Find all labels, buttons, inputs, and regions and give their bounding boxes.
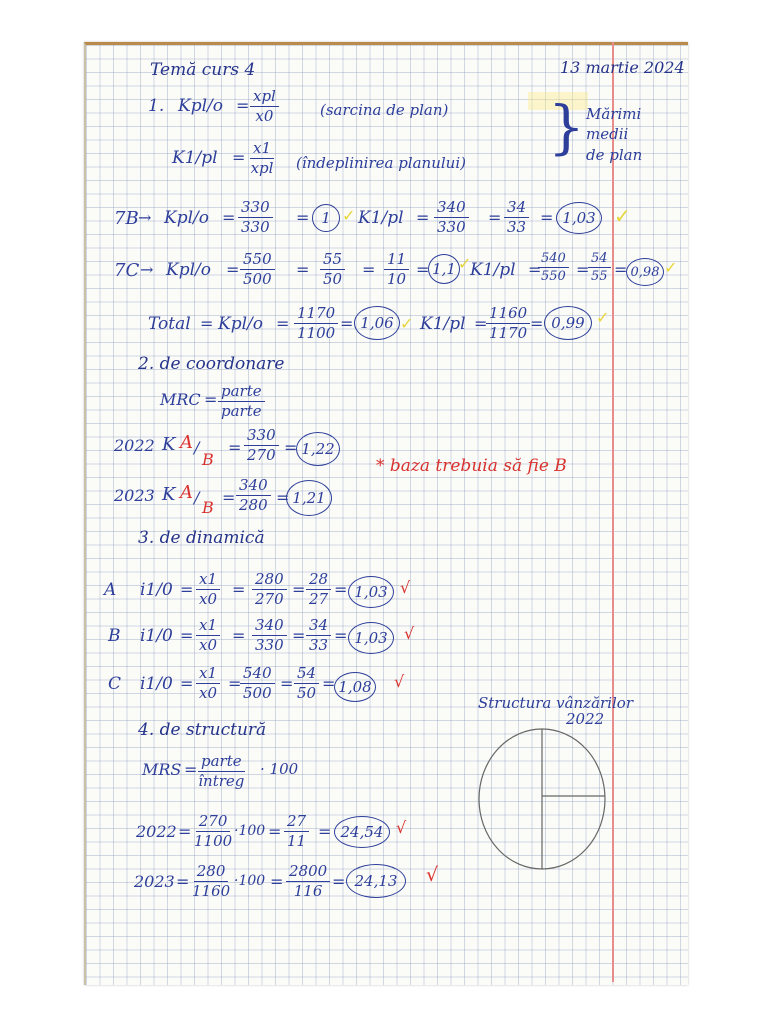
denominator: 1100 [194,832,233,850]
numerator: 540 [538,252,569,268]
denominator: 33 [507,218,527,236]
row-a-fraction-1 [252,572,287,607]
k-label-2023: K [162,484,176,505]
denominator: 280 [239,496,268,514]
row-c-letter: C [108,674,122,694]
mrc-label: MRC [160,390,201,409]
numerator: 340 [236,478,271,496]
index-label: i1/0 [140,626,173,646]
tick-icon: √ [400,578,411,597]
numerator: x1 [196,572,220,590]
numerator: 55 [320,252,345,270]
total-result-2: 0,99 [544,306,592,340]
row-c-fraction-1 [240,666,275,701]
row-c-symbolic-fraction [196,666,220,701]
numerator: 27 [284,814,309,832]
check-icon: ✓ [614,204,631,228]
mrs-fraction [198,754,245,789]
mrs-multiplier: · 100 [260,760,299,778]
mrc-fraction [218,384,265,419]
equals-sign: = [614,260,628,279]
equals-sign: = [180,626,194,645]
curly-brace: } [548,93,585,161]
total-fraction-2 [486,306,530,341]
row-a-fraction-2 [306,572,331,607]
denominator: 550 [541,269,566,284]
k-a-2023: A [180,482,193,503]
equals-sign: = [232,148,246,167]
year-2023: 2023 [114,486,155,505]
numerator: 11 [384,252,409,270]
equals-sign: = [200,314,214,333]
equals-sign: = [530,314,544,333]
section-4-heading: 4. de structură [138,720,267,740]
mrs-label: MRS [142,760,182,779]
check-icon: ✓ [458,254,472,273]
equals-sign: = [540,208,554,227]
side-note-line-3: de plan [586,145,643,164]
equals-sign: = [280,674,294,693]
tick-icon: √ [426,864,439,886]
equals-sign: = [184,760,198,779]
arrow: → [138,208,152,227]
row-b-result: 1,03 [348,622,394,654]
numerator: x1 [196,666,220,684]
denominator: 500 [243,270,272,288]
row-c-fraction-5 [588,252,611,283]
equals-sign: = [322,674,336,693]
k-b-2022: B [202,450,214,469]
denominator: întreg [198,772,245,790]
denominator: x0 [199,684,218,702]
s4-2023-result: 24,13 [346,864,406,898]
denominator: 330 [437,218,466,236]
k-real-numerator: x1 [250,141,274,159]
equals-sign: = [222,208,236,227]
numerator: 1160 [486,306,530,324]
row-c-result-1: 1,1 [428,254,460,284]
arrow: → [140,260,154,279]
k-real-label: K1/pl [172,148,218,168]
tick-icon: √ [404,624,415,643]
result-2022: 1,22 [296,432,340,466]
pie-year: 2022 [566,710,605,728]
denominator: parte [221,402,262,420]
homework-title: Temă curs 4 [150,60,256,80]
equals-sign: = [226,260,240,279]
equals-sign: = [268,822,282,841]
row-c-label: 7C [114,260,140,281]
row-b-fraction-2 [306,618,331,653]
numerator: 1170 [294,306,338,324]
row-c-fraction-2 [294,666,319,701]
k-pl-note: (sarcina de plan) [320,101,449,119]
equals-sign: = [334,580,348,599]
total-result-1: 1,06 [354,306,400,340]
k-pl-numerator: xpl [250,89,279,107]
equals-sign: = [232,626,246,645]
fraction-2023 [236,478,271,513]
denominator: 50 [297,684,317,702]
total-k-pl: Kpl/o [218,314,263,334]
pie-title: Structura vânzărilor [478,694,633,712]
pie-chart-sketch [476,726,610,872]
equals-sign: = [236,96,250,115]
row-b-label: 7B [114,208,139,229]
denominator: 33 [309,636,329,654]
row-a-symbolic-fraction [196,572,220,607]
row-b-k-real: K1/pl [358,208,404,228]
equals-sign: = [292,580,306,599]
numerator: 540 [240,666,275,684]
denominator: 27 [309,590,329,608]
equals-sign: = [176,872,190,891]
row-b-fraction-1 [252,618,287,653]
row-c-result-2: 0,98 [626,258,664,286]
row-b-letter: B [108,626,121,646]
equals-sign: = [276,314,290,333]
index-label: i1/0 [140,580,173,600]
numerator: 28 [306,572,331,590]
numerator: 34 [504,200,529,218]
row-a-result: 1,03 [348,576,394,608]
numerator: 280 [194,864,229,882]
denominator: x0 [199,636,218,654]
numerator: 270 [196,814,231,832]
denominator: x0 [199,590,218,608]
k-a-2022: A [180,432,193,453]
row-b-symbolic-fraction [196,618,220,653]
row-b-result-2: 1,03 [556,202,602,234]
side-note [586,104,666,165]
numerator: 34 [306,618,331,636]
row-c-fraction-1 [240,252,275,287]
k-label-2022: K [162,434,176,455]
numerator: 340 [434,200,469,218]
equals-sign: = [332,872,346,891]
equals-sign: = [340,314,354,333]
check-icon: ✓ [400,314,414,333]
row-b-k-pl: Kpl/o [164,208,209,228]
margin-line [612,42,614,982]
equals-sign: = [488,208,502,227]
row-a-letter: A [104,580,117,600]
equals-sign: = [228,674,242,693]
k-pl-denominator: x0 [255,107,274,125]
denominator: 330 [255,636,284,654]
k-real-note: (îndeplinirea planului) [296,154,466,172]
row-c-k-real: K1/pl [470,260,516,280]
equals-sign: = [474,314,488,333]
equals-sign: = [276,488,290,507]
s4-year-2022: 2022 [136,822,177,841]
numerator: 54 [588,252,611,268]
denominator: 1170 [489,324,528,342]
equals-sign: = [270,872,284,891]
equals-sign: = [180,580,194,599]
denominator: 1100 [297,324,336,342]
k-real-denominator: xpl [250,159,274,177]
denominator: 10 [387,270,407,288]
slash: / [194,488,200,507]
denominator: 50 [323,270,343,288]
denominator: 270 [255,590,284,608]
denominator: 1160 [192,882,231,900]
check-icon: ✓ [596,308,610,327]
total-fraction-1 [294,306,338,341]
row-b-fraction-3 [504,200,529,235]
equals-sign: = [180,674,194,693]
numerator: 280 [252,572,287,590]
equals-sign: = [416,208,430,227]
k-b-2023: B [202,498,214,517]
s4-2022-fraction-1 [194,814,232,849]
numerator: parte [218,384,265,402]
year-2022: 2022 [114,436,155,455]
numerator: 54 [294,666,319,684]
equals-sign: = [204,390,218,409]
equals-sign: = [576,260,590,279]
numerator: 340 [252,618,287,636]
date: 13 martie 2024 [560,58,685,77]
correction-note: * baza trebuia să fie B [376,456,567,476]
equals-sign: = [362,260,376,279]
k-pl-label: Kpl/o [178,96,223,116]
row-c-fraction-2 [320,252,345,287]
s4-2022-mult: ·100 [234,823,266,839]
row-b-result-1: 1 [312,204,340,232]
side-note-line-2: medii [586,125,629,144]
result-2023: 1,21 [286,480,332,516]
row-b-fraction-2 [434,200,469,235]
equals-sign: = [232,580,246,599]
s4-2022-result: 24,54 [334,816,390,848]
s4-2023-fraction-1 [192,864,230,899]
numerator: 330 [238,200,273,218]
k-pl-fraction [250,89,279,124]
s4-2022-fraction-2 [284,814,309,849]
tick-icon: √ [394,672,405,691]
tick-icon: √ [396,818,407,837]
denominator: 116 [293,882,323,900]
equals-sign: = [222,488,236,507]
denominator: 330 [241,218,270,236]
index-label: i1/0 [140,674,173,694]
numerator: parte [198,754,245,772]
section-2-heading: 2. de coordonare [138,354,285,374]
slash: / [194,438,200,457]
denominator: 500 [243,684,272,702]
equals-sign: = [178,822,192,841]
equals-sign: = [228,438,242,457]
total-k-real: K1/pl [420,314,466,334]
section-1-number: 1. [148,96,165,116]
s4-2023-mult: ·100 [234,873,266,889]
equals-sign: = [416,260,430,279]
numerator: 550 [240,252,275,270]
check-icon: ✓ [342,206,356,225]
s4-2023-fraction-2 [286,864,330,899]
s4-year-2023: 2023 [134,872,175,891]
equals-sign: = [292,626,306,645]
equals-sign: = [528,260,542,279]
denominator: 270 [247,446,276,464]
check-icon: ✓ [664,258,678,277]
equals-sign: = [334,626,348,645]
equals-sign: = [318,822,332,841]
row-b-fraction-1 [238,200,273,235]
row-c-fraction-4 [538,252,569,283]
equals-sign: = [284,438,298,457]
denominator: 55 [591,269,608,284]
denominator: 11 [287,832,307,850]
numerator: 2800 [286,864,330,882]
row-c-result: 1,08 [334,672,376,702]
equals-sign: = [296,208,310,227]
fraction-2022 [244,428,279,463]
row-c-fraction-3 [384,252,409,287]
row-c-k-pl: Kpl/o [166,260,211,280]
k-real-fraction [250,141,274,176]
numerator: 330 [244,428,279,446]
side-note-line-1: Mărimi [586,105,642,123]
numerator: x1 [196,618,220,636]
section-3-heading: 3. de dinamică [138,528,265,548]
total-label: Total [148,314,191,334]
equals-sign: = [296,260,310,279]
